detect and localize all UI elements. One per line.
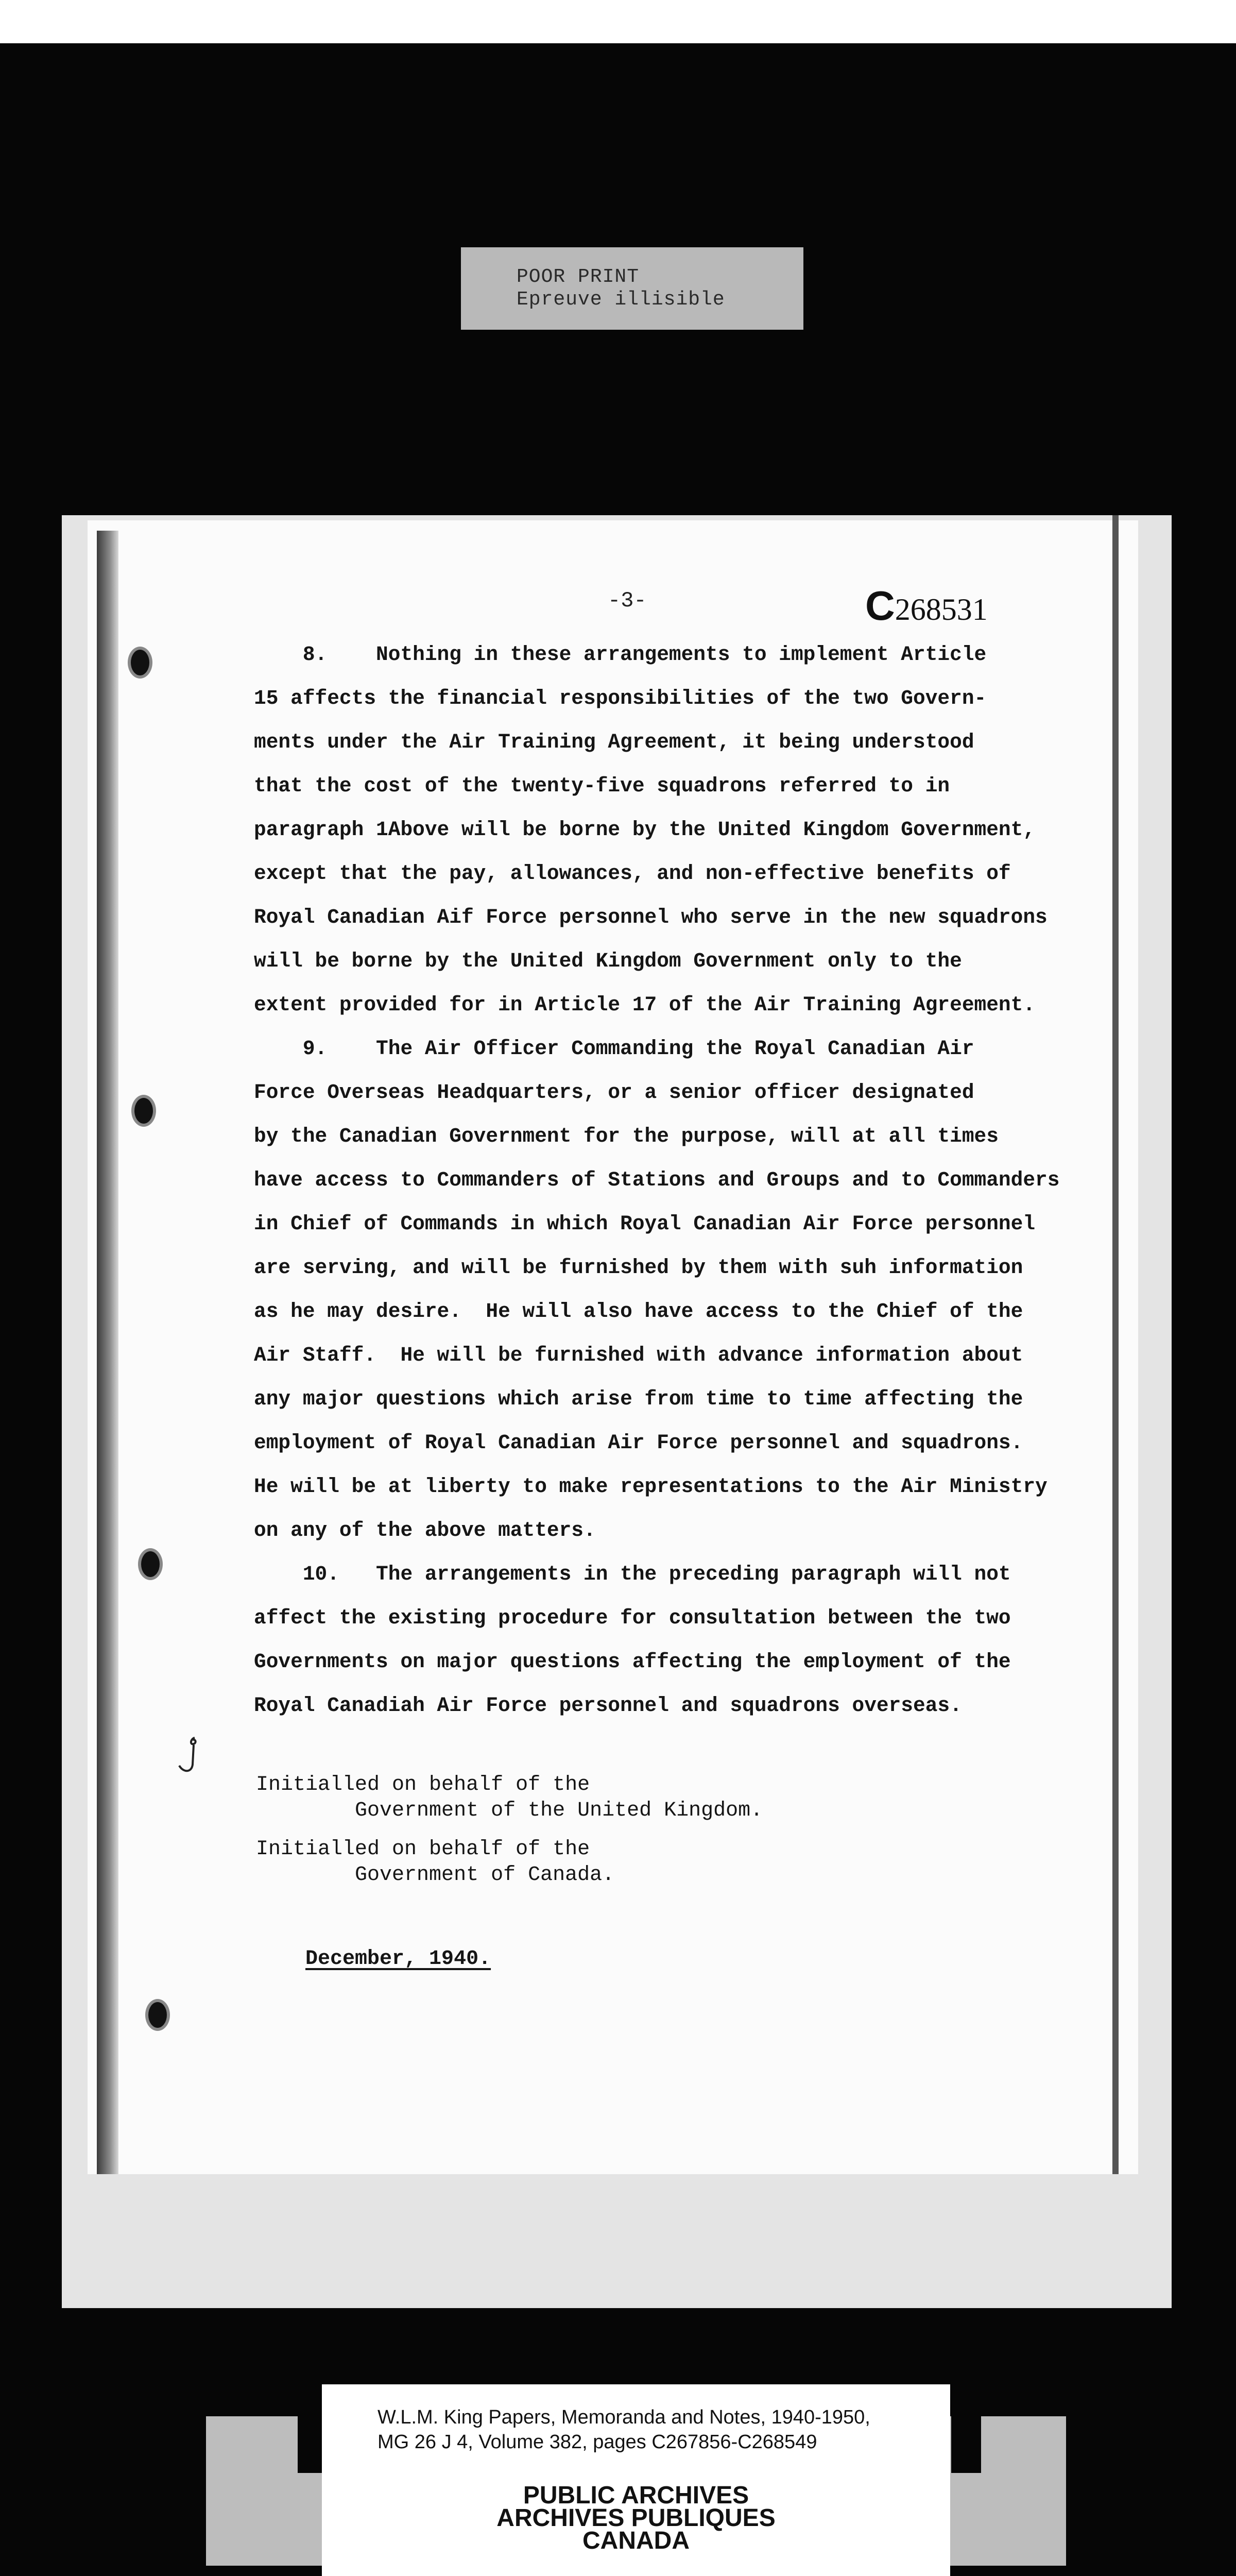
text-line: Royal Canadiah Air Force personnel and squadrons overseas. bbox=[254, 1694, 962, 1717]
text-line: affect the existing procedure for consultation between the two bbox=[254, 1606, 1011, 1630]
document-control-number bbox=[865, 582, 988, 630]
text-line: in Chief of Commands in which Royal Canadian Air Force personnel bbox=[254, 1212, 1036, 1235]
text-line: 10. The arrangements in the preceding paragraph will not bbox=[254, 1563, 1011, 1586]
punch-hole-icon bbox=[128, 647, 152, 679]
page-right-edge bbox=[1112, 515, 1119, 2174]
text-line: Governments on major questions affecting the employment of the bbox=[254, 1650, 1011, 1673]
date-text: December, 1940. bbox=[305, 1947, 491, 1971]
archive-name-en: PUBLIC ARCHIVES bbox=[523, 2482, 749, 2509]
document-body bbox=[254, 633, 1059, 1727]
punch-hole-icon bbox=[131, 1095, 156, 1127]
punch-hole-icon bbox=[145, 1999, 170, 2031]
text-line: as he may desire. He will also have access to the Chief of the bbox=[254, 1300, 1023, 1323]
text-line: any major questions which arise from time to time affecting the bbox=[254, 1387, 1023, 1411]
stamp-line-2: Epreuve illisible bbox=[517, 289, 725, 311]
signature-block-uk bbox=[256, 1772, 763, 1824]
signature-uk-line-2: Government of the United Kingdom. bbox=[256, 1799, 763, 1822]
punch-hole-icon bbox=[138, 1548, 163, 1580]
archive-ref-line-2: MG 26 J 4, Volume 382, pages C267856-C268549 bbox=[377, 2431, 817, 2453]
text-line: He will be at liberty to make representations to the Air Ministry bbox=[254, 1475, 1048, 1498]
signature-canada-line-2: Government of Canada. bbox=[256, 1863, 615, 1887]
poor-print-stamp bbox=[461, 247, 803, 330]
text-line: Force Overseas Headquarters, or a senior officer designated bbox=[254, 1081, 974, 1104]
page-number: -3- bbox=[608, 588, 647, 613]
signature-block-canada bbox=[256, 1837, 614, 1888]
page-binding-edge bbox=[97, 531, 118, 2174]
archive-country: CANADA bbox=[582, 2527, 690, 2554]
text-line: will be borne by the United Kingdom Government only to the bbox=[254, 950, 962, 973]
text-line: are serving, and will be furnished by them with suh information bbox=[254, 1256, 1023, 1279]
text-line: 9. The Air Officer Commanding the Royal Canadian Air bbox=[254, 1037, 974, 1060]
stamp-line-1: POOR PRINT bbox=[517, 266, 640, 288]
text-line: 15 affects the financial responsibilities of the two Govern- bbox=[254, 687, 987, 710]
signature-uk-line-1: Initialled on behalf of the bbox=[256, 1773, 590, 1797]
text-line: except that the pay, allowances, and non-effective benefits of bbox=[254, 862, 1011, 885]
text-line: by the Canadian Government for the purpose, will at all times bbox=[254, 1125, 999, 1148]
handwritten-initial-mark bbox=[175, 1734, 211, 1780]
text-line: have access to Commanders of Stations and Groups and to Commanders bbox=[254, 1168, 1060, 1192]
control-digits: 268531 bbox=[895, 592, 988, 626]
archive-name-fr: ARCHIVES PUBLIQUES bbox=[496, 2504, 776, 2532]
label-notch-right bbox=[951, 2416, 981, 2473]
text-line: paragraph 1Above will be borne by the United Kingdom Government, bbox=[254, 818, 1036, 841]
archive-ref-line-1: W.L.M. King Papers, Memoranda and Notes, 1940-1950, bbox=[377, 2406, 870, 2428]
text-line: that the cost of the twenty-five squadrons referred to in bbox=[254, 774, 950, 798]
document-date bbox=[256, 1947, 491, 1971]
control-prefix: C bbox=[865, 583, 895, 629]
text-line: extent provided for in Article 17 of the Air Training Agreement. bbox=[254, 993, 1036, 1016]
text-line: ments under the Air Training Agreement, it being understood bbox=[254, 731, 974, 754]
text-line: employment of Royal Canadian Air Force personnel and squadrons. bbox=[254, 1431, 1023, 1454]
archive-name bbox=[322, 2484, 950, 2552]
archive-reference bbox=[377, 2405, 870, 2454]
text-line: Royal Canadian Aif Force personnel who serve in the new squadrons bbox=[254, 906, 1048, 929]
text-line: on any of the above matters. bbox=[254, 1519, 596, 1542]
text-line: 8. Nothing in these arrangements to implement Article bbox=[254, 643, 987, 666]
text-line: Air Staff. He will be furnished with advance information about bbox=[254, 1344, 1023, 1367]
signature-canada-line-1: Initialled on behalf of the bbox=[256, 1838, 590, 1861]
